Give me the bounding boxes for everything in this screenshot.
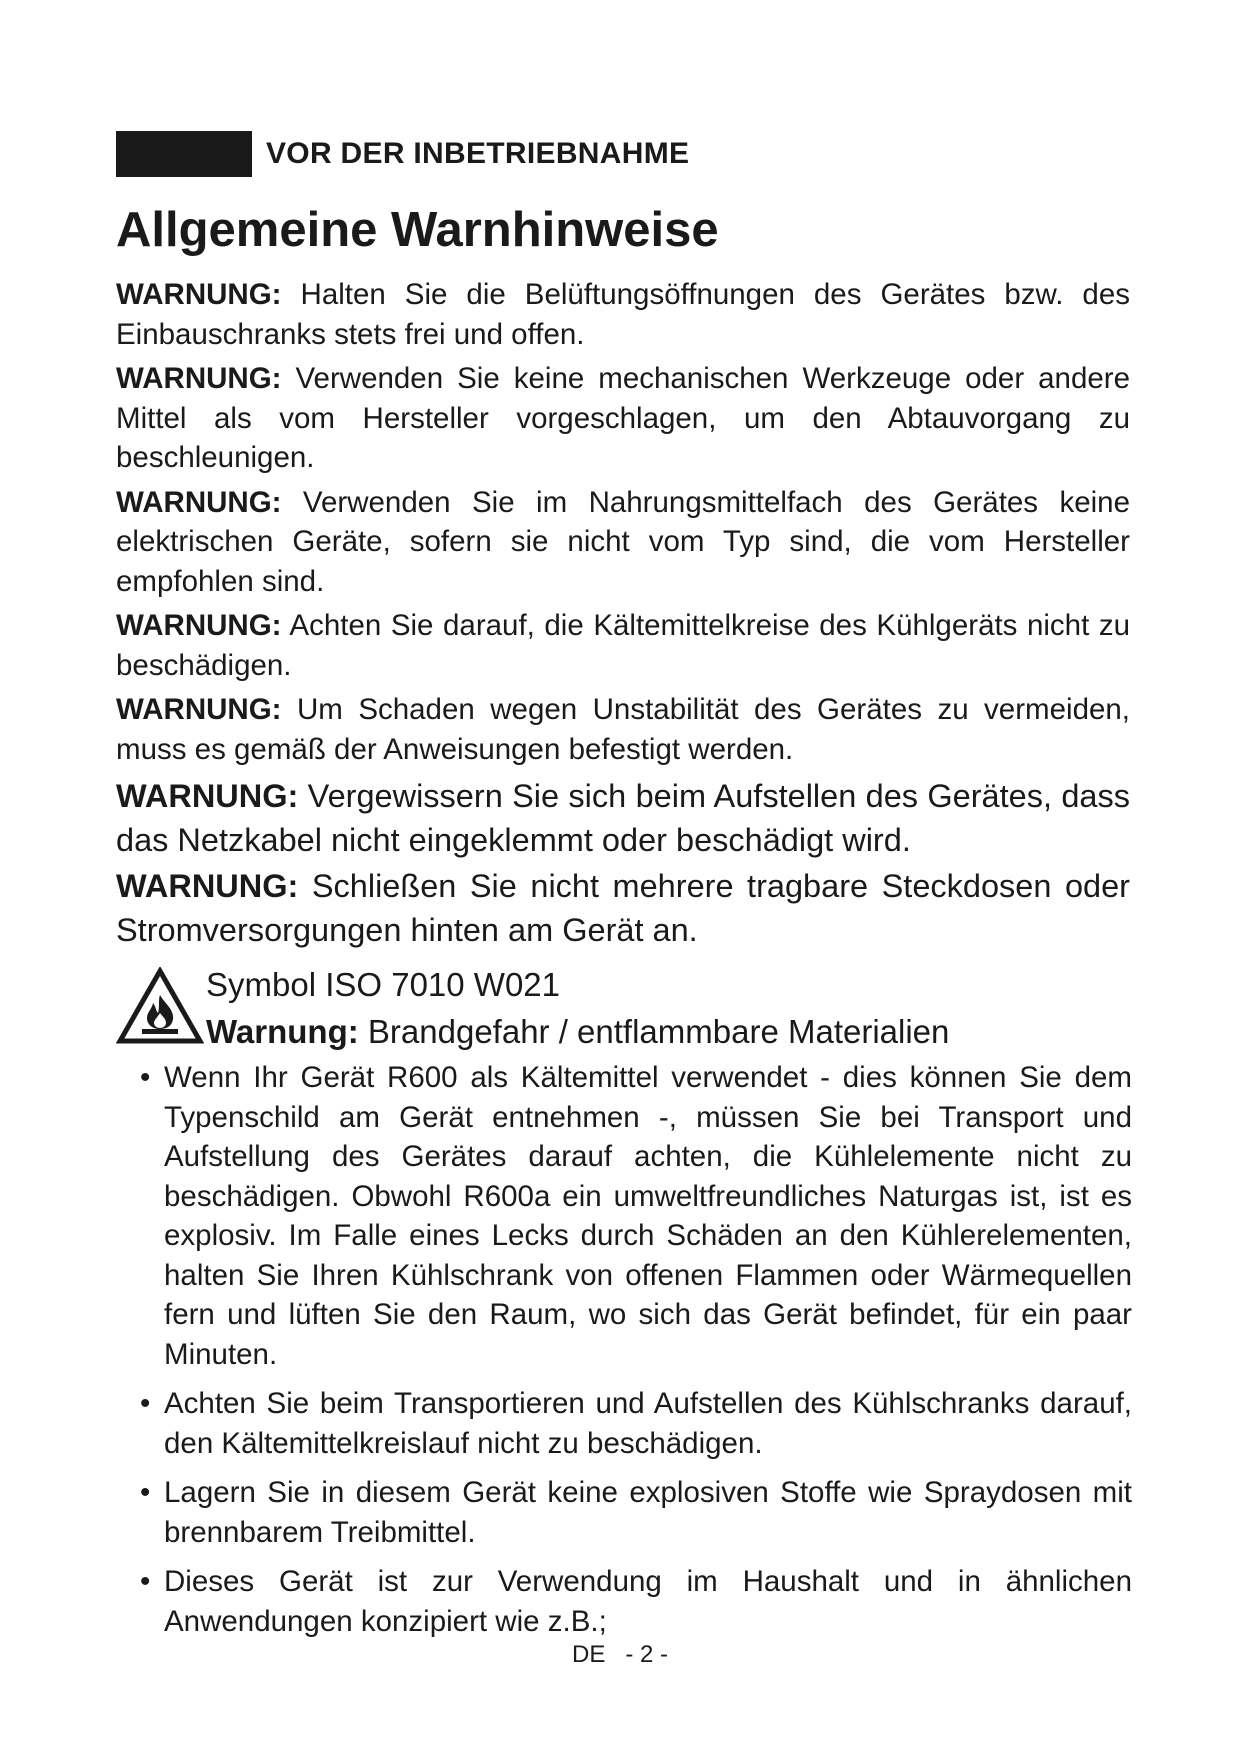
warning-item [116,690,1130,769]
symbol-warning-text: Brandgefahr / entflammbare Materialien [358,1013,950,1050]
flammable-symbol-block [116,963,1130,1063]
warning-text: Vergewissern Sie sich beim Aufstellen des Gerätes, dass das Netzkabel nicht eingeklemmt oder beschädigt wird. [116,778,1130,858]
bullet-text: Lagern Sie in diesem Gerät keine explosiven Stoffe wie Spraydosen mit brennbarem Treibmittel. [164,1476,1132,1549]
warning-item [116,483,1130,602]
page-title: Allgemeine Warnhinweise [116,203,719,257]
warning-text: Achten Sie darauf, die Kältemittelkreise des Kühlgeräts nicht zu beschädigen. [116,609,1130,682]
bullet-text: Wenn Ihr Gerät R600 als Kältemittel verwendet - dies können Sie dem Typenschild am Gerät entnehmen -, müssen Sie bei Transport und Aufstellung des Gerätes darauf achten, die Kühlelemente nicht zu beschädigen. Obwohl R600a ein umweltfreundliches Naturgas ist, ist es explosiv. Im Falle eines Lecks durch Schäden an den Kühlerelementen, halten Sie Ihren Kühlschrank von offenen Flammen oder Wärmequellen fern und lüften Sie den Raum, wo sich das Gerät befindet, für ein paar Minuten. [164,1061,1132,1371]
warning-label: WARNUNG: [116,868,299,904]
warning-item [116,359,1130,478]
warning-label: WARNUNG: [116,693,282,726]
section-header [116,131,689,177]
warning-text: Halten Sie die Belüftungsöffnungen des Gerätes bzw. des Einbauschranks stets frei und offen. [116,278,1130,351]
bullet-marker: • [140,1565,151,1598]
bullet-item [140,1058,1132,1374]
warning-text: Um Schaden wegen Unstabilität des Gerätes zu vermeiden, muss es gemäß der Anweisungen befestigt werden. [116,693,1130,766]
bullet-marker: • [140,1387,151,1420]
warning-label: WARNUNG: [116,485,282,519]
bullet-list [140,1058,1132,1651]
warning-text: Schließen Sie nicht mehrere tragbare Steckdosen oder Stromversorgungen hinten am Gerät an. [116,868,1130,948]
warning-label: WARNUNG: [116,278,282,311]
bullet-item [140,1473,1132,1552]
warning-item [116,774,1130,862]
bullet-item [140,1562,1132,1641]
warning-item [116,275,1130,354]
section-title: VOR DER INBETRIEBNAHME [266,137,690,170]
bullet-marker: • [140,1061,151,1094]
flammable-warning-icon [116,967,204,1045]
warning-item [116,864,1130,952]
bullet-item [140,1384,1132,1463]
symbol-warning-label: Warnung: [206,1013,359,1050]
section-marker-bar [116,131,252,177]
page-footer: DE - 2 - [572,1641,669,1668]
symbol-caption [206,1010,949,1054]
warning-item [116,606,1130,685]
warning-label: WARNUNG: [116,609,282,642]
warning-label: WARNUNG: [116,362,282,395]
bullet-marker: • [140,1476,151,1509]
bullet-text: Achten Sie beim Transportieren und Aufstellen des Kühlschranks darauf, den Kältemittelkreislauf nicht zu beschädigen. [164,1387,1132,1460]
warning-text: Verwenden Sie keine mechanischen Werkzeuge oder andere Mittel als vom Hersteller vorgeschlagen, um den Abtauvorgang zu beschleunigen. [116,362,1130,474]
symbol-iso-code: Symbol ISO 7010 W021 [206,966,561,1003]
warnings-list [116,275,1130,954]
warning-label: WARNUNG: [116,778,299,814]
warning-text: Verwenden Sie im Nahrungsmittelfach des Gerätes keine elektrischen Geräte, sofern sie nicht vom Typ sind, die vom Hersteller empfohlen sind. [116,485,1130,598]
bullet-text: Dieses Gerät ist zur Verwendung im Haushalt und in ähnlichen Anwendungen konzipiert wie z.B.; [164,1565,1132,1638]
